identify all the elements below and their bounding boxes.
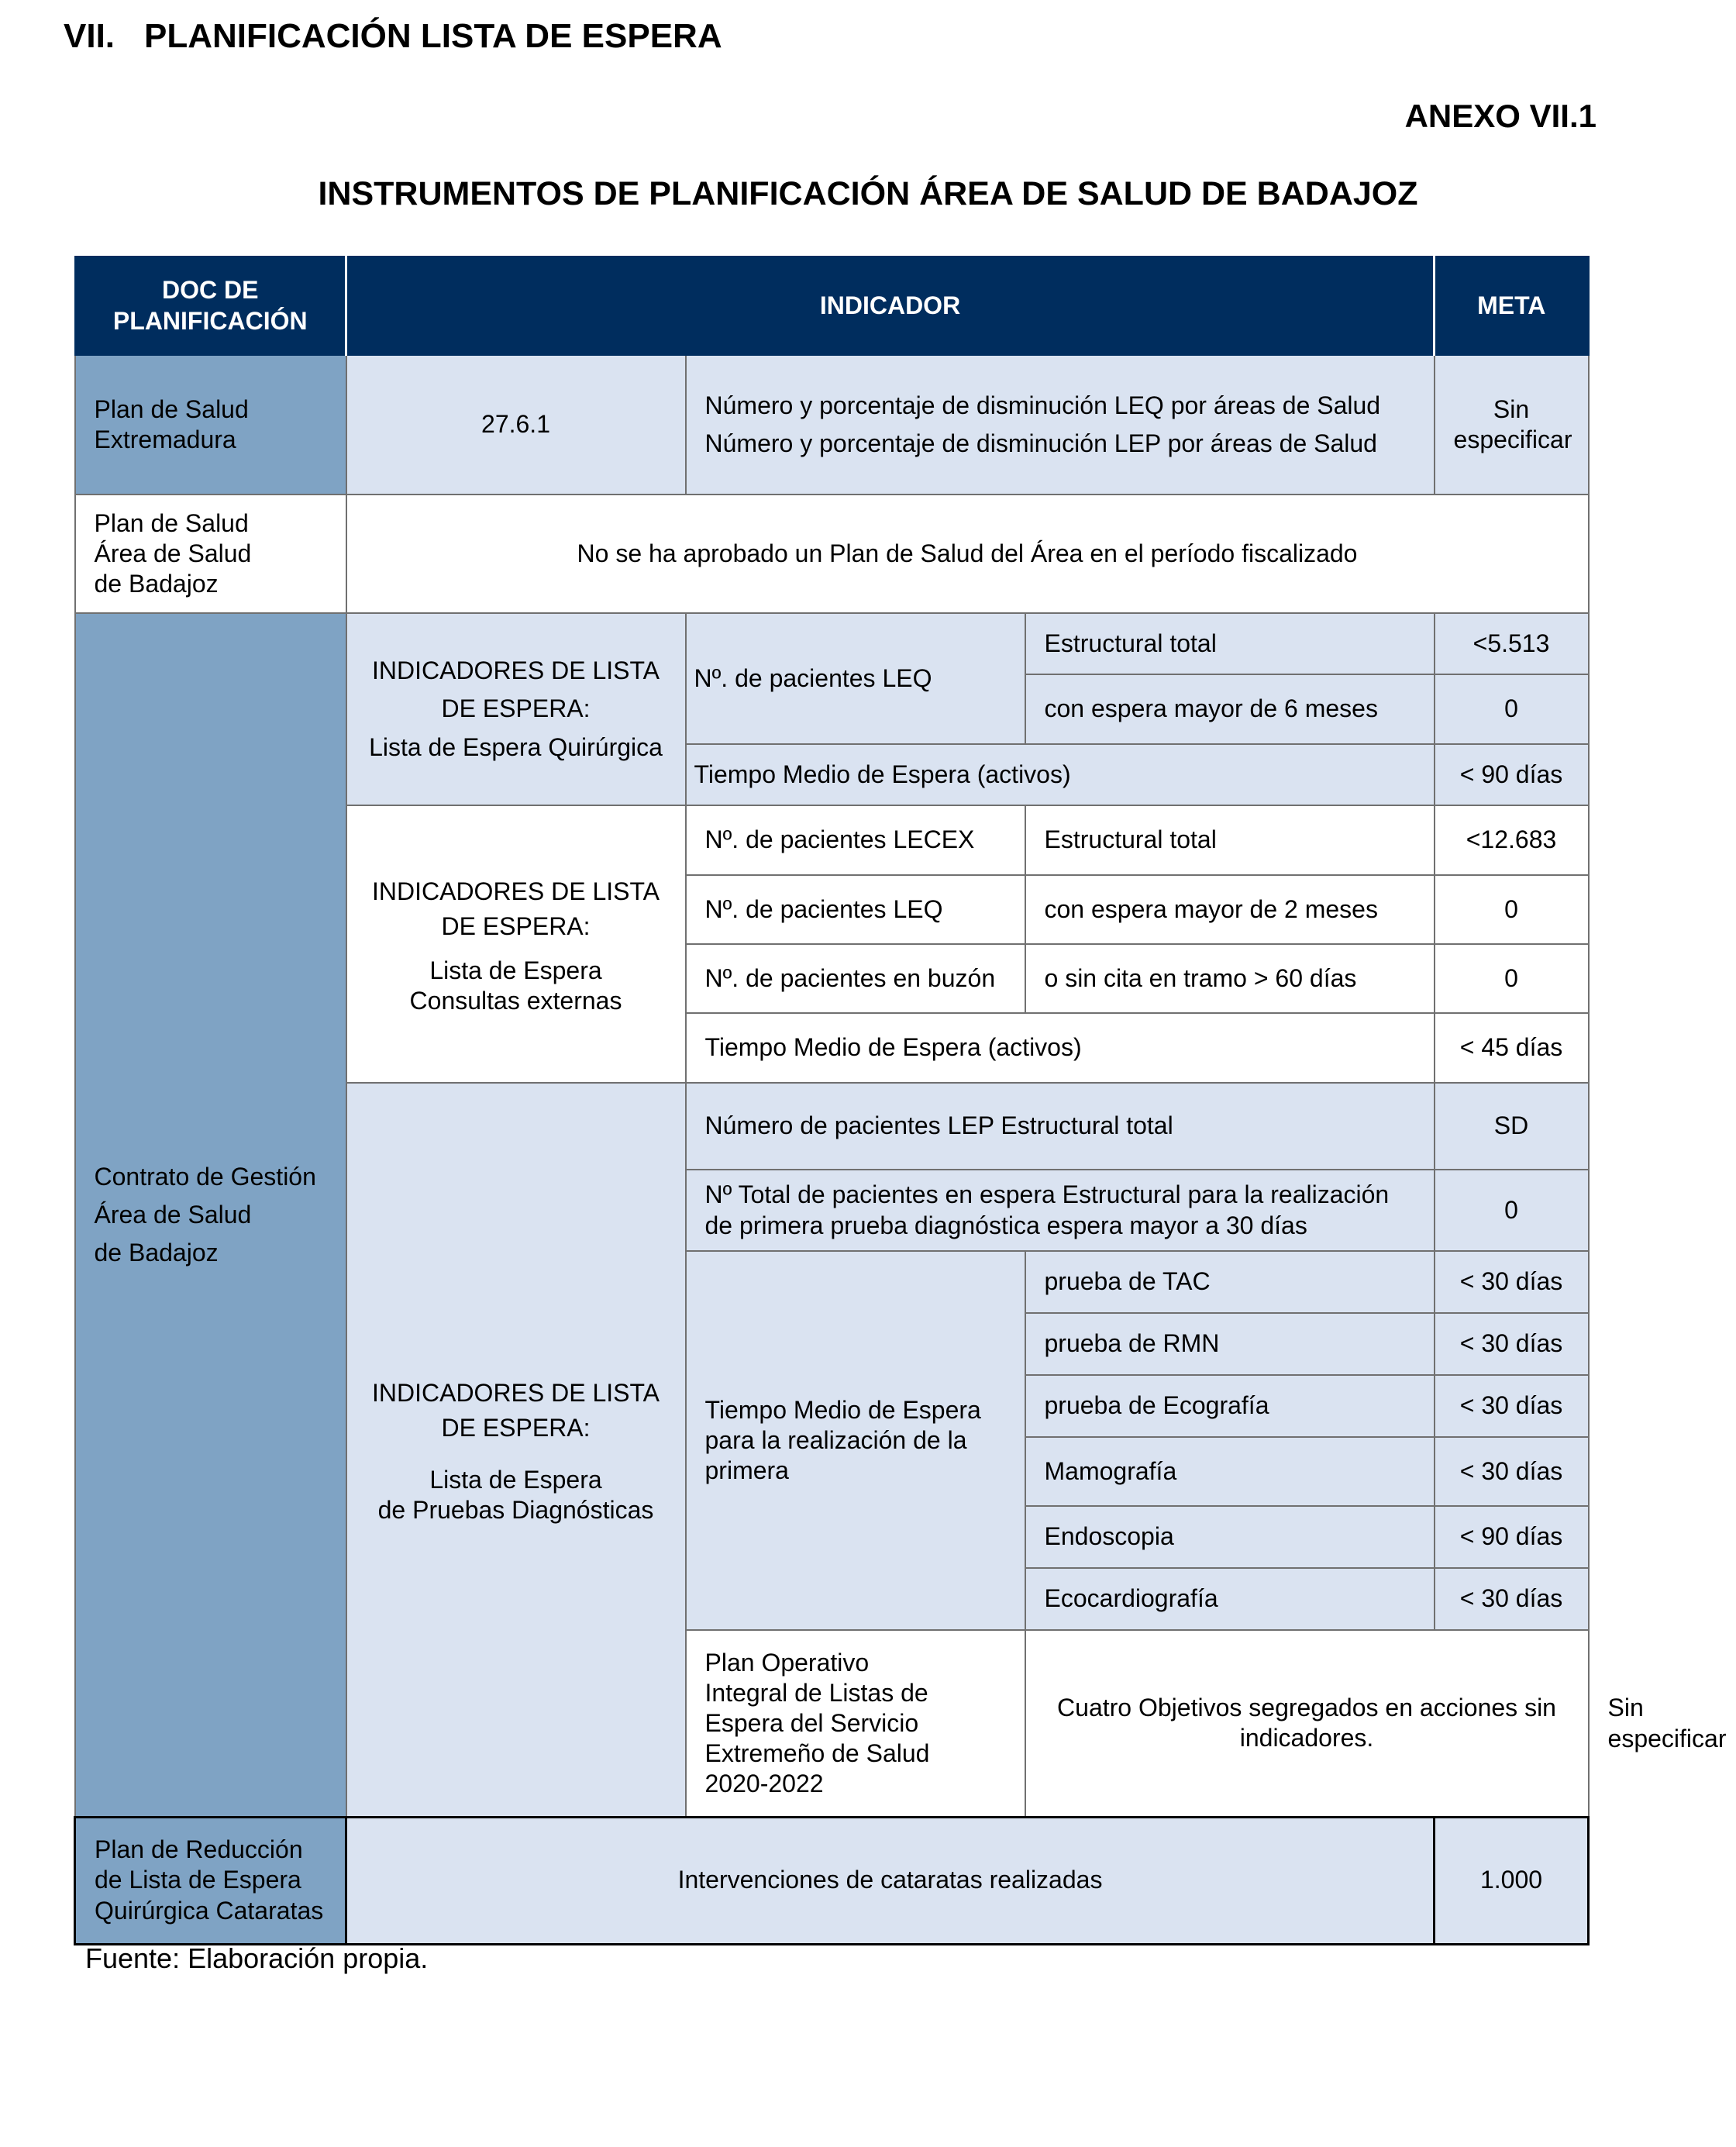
header-doc: DOC DE PLANIFICACIÓN: [75, 257, 346, 355]
pruebas-tiempo-medio: Tiempo Medio de Espera para la realización de la primera: [686, 1251, 1025, 1630]
meta-prueba-tac: < 30 días: [1435, 1251, 1589, 1313]
doc-plan-salud-area: Plan de Salud Área de Salud de Badajoz: [75, 495, 346, 613]
meta-plan-reduccion: 1.000: [1435, 1817, 1589, 1944]
lep-estructural-total: Número de pacientes LEP Estructural total: [686, 1083, 1435, 1170]
meta-plan-salud-extremadura: Sin especificar: [1435, 355, 1589, 495]
prueba-rmn: prueba de RMN: [1025, 1313, 1435, 1375]
doc-plan-salud-extremadura: Plan de Salud Extremadura: [75, 355, 346, 495]
meta-leq-estructural: <5.513: [1435, 613, 1589, 674]
page-title: INSTRUMENTOS DE PLANIFICACIÓN ÁREA DE SALUD DE BADAJOZ: [318, 175, 1418, 212]
meta-total-primera-prueba: 0: [1435, 1170, 1589, 1251]
label-pruebas-diagnosticas: INDICADORES DE LISTA DE ESPERA: Lista de Espera de Pruebas Diagnósticas: [346, 1083, 686, 1817]
meta-mamografia: < 30 días: [1435, 1437, 1589, 1506]
prueba-tac: prueba de TAC: [1025, 1251, 1435, 1313]
source-note: Fuente: Elaboración propia.: [85, 1942, 429, 1974]
meta-prueba-ecografia: < 30 días: [1435, 1375, 1589, 1437]
buzon-sin-cita: o sin cita en tramo > 60 días: [1025, 944, 1435, 1013]
indicator-code: 27.6.1: [346, 355, 686, 495]
meta-prueba-rmn: < 30 días: [1435, 1313, 1589, 1375]
header-meta: META: [1435, 257, 1589, 355]
leq-estructural-total: Estructural total: [1025, 613, 1435, 674]
meta-buzon: 0: [1435, 944, 1589, 1013]
header-row: [75, 257, 1589, 355]
row-plan-reduccion: [75, 1817, 1589, 1944]
consultas-tiempo-medio: Tiempo Medio de Espera (activos): [686, 1013, 1435, 1083]
prueba-mamografia: Mamografía: [1025, 1437, 1435, 1506]
header-indicador: INDICADOR: [346, 257, 1435, 355]
row-leq-estructural: [75, 613, 1589, 674]
doc-plan-reduccion: Plan de Reducción de Lista de Espera Quirúrgica Cataratas: [75, 1817, 346, 1944]
lecex-estructural-total: Estructural total: [1025, 805, 1435, 875]
meta-endoscopia: < 90 días: [1435, 1506, 1589, 1568]
row-plan-salud-extremadura: [75, 355, 1589, 495]
leq-pacientes: Nº. de pacientes LEQ: [686, 613, 1025, 744]
meta-leq-6-meses: 0: [1435, 674, 1589, 744]
row-plan-operativo: Plan Operativo Integral de Listas de Espera del Servicio Extremeño de Salud 2020-2022 Cuatro Objetivos segregados en acciones sin indicadores. Sin especificar: [75, 1630, 1589, 1817]
meta-ecocardiografia: < 30 días: [1435, 1568, 1589, 1630]
plan-salud-area-text: No se ha aprobado un Plan de Salud del Área en el período fiscalizado: [346, 495, 1589, 613]
prueba-ecocardiografia: Ecocardiografía: [1025, 1568, 1435, 1630]
annex-label: ANEXO VII.1: [1404, 98, 1596, 134]
planning-table: [74, 256, 1727, 1945]
leq-tiempo-medio: Tiempo Medio de Espera (activos): [686, 744, 1435, 805]
row-plan-salud-area: [75, 495, 1589, 613]
section-title: PLANIFICACIÓN LISTA DE ESPERA: [144, 17, 722, 55]
label-lista-quirurgica: INDICADORES DE LISTA DE ESPERA: Lista de Espera Quirúrgica: [346, 613, 686, 805]
meta-consultas-2-meses: 0: [1435, 875, 1589, 944]
prueba-endoscopia: Endoscopia: [1025, 1506, 1435, 1568]
section-number: VII.: [64, 17, 115, 55]
meta-consultas-tiempo-medio: < 45 días: [1435, 1013, 1589, 1083]
lecex-pacientes: Nº. de pacientes LECEX: [686, 805, 1025, 875]
leq-espera-6-meses: con espera mayor de 6 meses: [1025, 674, 1435, 744]
buzon-pacientes: Nº. de pacientes en buzón: [686, 944, 1025, 1013]
plan-reduccion-text: Intervenciones de cataratas realizadas: [346, 1817, 1435, 1944]
consultas-leq-pacientes: Nº. de pacientes LEQ: [686, 875, 1025, 944]
consultas-espera-2-meses: con espera mayor de 2 meses: [1025, 875, 1435, 944]
indicator-list: Número y porcentaje de disminución LEQ por áreas de Salud Número y porcentaje de disminución LEP por áreas de Salud: [686, 355, 1435, 495]
prueba-ecografia: prueba de Ecografía: [1025, 1375, 1435, 1437]
plan-operativo-text: Cuatro Objetivos segregados en acciones sin indicadores.: [1025, 1630, 1589, 1817]
doc-plan-operativo: Plan Operativo Integral de Listas de Espera del Servicio Extremeño de Salud 2020-2022: [686, 1630, 1025, 1817]
section-heading: [64, 17, 722, 56]
label-consultas-externas: INDICADORES DE LISTA DE ESPERA: Lista de Espera Consultas externas: [346, 805, 686, 1083]
meta-leq-tiempo-medio: < 90 días: [1435, 744, 1589, 805]
total-primera-prueba: Nº Total de pacientes en espera Estructural para la realización de primera prueba diagnóstica espera mayor a 30 días: [686, 1170, 1435, 1251]
meta-lecex: <12.683: [1435, 805, 1589, 875]
meta-lep: SD: [1435, 1083, 1589, 1170]
doc-contrato-gestion: Contrato de Gestión Área de Salud de Badajoz: [75, 613, 346, 1817]
